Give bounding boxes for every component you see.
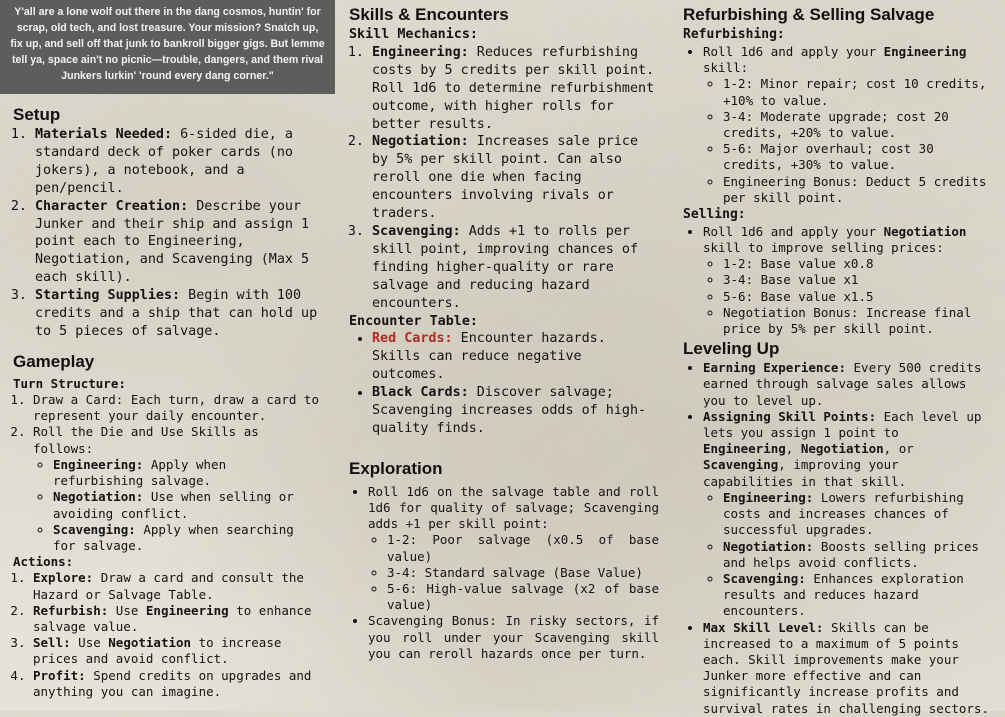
turn-list xyxy=(13,392,323,554)
list-item: ◦ Engineering Bonus: Deduct 5 credits per skill point. xyxy=(723,174,993,206)
list-item: 1. Explore: Draw a card and consult the Hazard or Salvage Table. xyxy=(33,570,323,602)
list-item: • Roll 1d6 and apply your Engineering skill: ◦ 1-2: Minor repair; cost 10 credits, +10% to value. ◦ 3-4: Moderate upgrade; cost 20 credits, +20% to value. ◦ 5-6: Major overhaul; cost 30 credits, +30% to value. ◦ Engineering Bonus: Deduct 5 credits per skill point. xyxy=(703,44,993,206)
actions-label: Actions: xyxy=(13,554,74,570)
setup-list xyxy=(13,126,323,341)
list-item: ◦ Engineering: Apply when refurbishing salvage. xyxy=(53,457,323,489)
list-item: • Roll 1d6 and apply your Negotiation skill to improve selling prices: ◦ 1-2: Base value x0.8 ◦ 3-4: Base value x1 ◦ 5-6: Base value x1.5 ◦ Negotiation Bonus: Increase final price by 5% per skill point. xyxy=(703,224,993,337)
list-item: ◦ Scavenging: Apply when searching for salvage. xyxy=(53,522,323,554)
refurb-heading: Refurbishing & Selling Salvage xyxy=(683,5,935,24)
list-item: 3. Sell: Use Negotiation to increase prices and avoid conflict. xyxy=(33,635,323,667)
refurb-sublist xyxy=(703,76,993,206)
list-item: ◦ Negotiation: Boosts selling prices and helps avoid conflicts. xyxy=(723,539,993,571)
intro-text: Y'all are a lone wolf out there in the dang cosmos, huntin' for scrap, old tech, and lost treasure. Your mission? Snatch up, fix up, and sell off that junk to bankroll bigger gigs. But lemme tell ya, space ain't no picnic—trouble, dangers, and them rival Junkers lurkin' 'round every dang corner." xyxy=(10,6,325,82)
list-item: ◦ 5-6: Base value x1.5 xyxy=(723,289,993,305)
list-item: 1. Materials Needed: 6-sided die, a standard deck of poker cards (no jokers), a notebook, and a pen/pencil. xyxy=(35,126,323,198)
exploration-list xyxy=(349,484,659,662)
skill-sublist xyxy=(33,457,323,554)
column-right xyxy=(683,4,993,717)
list-item: ◦ 3-4: Base value x1 xyxy=(723,272,993,288)
leveling-list xyxy=(683,360,993,716)
column-middle xyxy=(349,4,659,662)
selling-sublist xyxy=(703,256,993,337)
list-item: • Black Cards: Discover salvage; Scavenging increases odds of high-quality finds. xyxy=(372,384,659,438)
skill-mechanics-list xyxy=(349,44,659,313)
list-item: ◦ 1-2: Base value x0.8 xyxy=(723,256,993,272)
list-item: • Max Skill Level: Skills can be increased to a maximum of 5 points each. Skill improvements make your Junker more effective and can significantly increase profits and survival rates in challenging sectors. xyxy=(703,620,993,717)
list-item: 1. Draw a Card: Each turn, draw a card to represent your daily encounter. xyxy=(33,392,323,424)
list-item: ◦ Negotiation: Use when selling or avoiding conflict. xyxy=(53,489,323,521)
column-left xyxy=(13,104,323,700)
encounter-table-label: Encounter Table: xyxy=(349,313,478,329)
setup-heading: Setup xyxy=(13,105,61,124)
list-item: 2. Character Creation: Describe your Junker and their ship and assign 1 point each to Engineering, Negotiation, and Scavenging (Max 5 each skill). xyxy=(35,198,323,288)
list-item: ◦ 3-4: Standard salvage (Base Value) xyxy=(387,565,659,581)
list-item: ◦ 5-6: High-value salvage (x2 of base value) xyxy=(387,581,659,613)
list-item: 2. Negotiation: Increases sale price by 5% per skill point. Can also reroll one die when facing encounters involving rivals or traders. xyxy=(372,133,659,223)
turn-structure-label: Turn Structure: xyxy=(13,375,126,391)
list-item: 2. Roll the Die and Use Skills as follows: ◦ Engineering: Apply when refurbishing salvage. ◦ Negotiation: Use when selling or avoiding conflict. ◦ Scavenging: Apply when searching for salvage. xyxy=(33,424,323,554)
list-item: ◦ 1-2: Poor salvage (x0.5 of base value) xyxy=(387,532,659,564)
exploration-heading: Exploration xyxy=(349,458,443,478)
gameplay-heading: Gameplay xyxy=(13,351,95,371)
list-item: ◦ 1-2: Minor repair; cost 10 credits, +10% to value. xyxy=(723,76,993,108)
skills-heading: Skills & Encounters xyxy=(349,5,509,24)
refurbishing-list xyxy=(683,44,993,206)
actions-list xyxy=(13,570,323,700)
list-item: • Earning Experience: Every 500 credits earned through salvage sales allows you to level up. xyxy=(703,360,993,409)
list-item: 4. Profit: Spend credits on upgrades and anything you can imagine. xyxy=(33,668,323,700)
selling-list xyxy=(683,224,993,337)
list-item: ◦ Scavenging: Enhances exploration results and reduces hazard encounters. xyxy=(723,571,993,620)
list-item: 3. Scavenging: Adds +1 to rolls per skill point, improving chances of finding higher-quality or rare salvage and reducing hazard encounters. xyxy=(372,223,659,313)
leveling-heading: Leveling Up xyxy=(683,339,780,359)
list-item: ◦ Engineering: Lowers refurbishing costs and increases chances of successful upgrades. xyxy=(723,490,993,539)
list-item: 3. Starting Supplies: Begin with 100 credits and a ship that can hold up to 5 pieces of salvage. xyxy=(35,287,323,341)
intro-box xyxy=(0,0,335,94)
list-item: • Scavenging Bonus: In risky sectors, if you roll under your Scavenging skill you can reroll hazards once per turn. xyxy=(368,613,659,662)
list-item: • Red Cards: Encounter hazards. Skills can reduce negative outcomes. xyxy=(372,330,659,384)
leveling-sublist xyxy=(703,490,993,620)
skill-mechanics-label: Skill Mechanics: xyxy=(349,27,478,42)
list-item: 1. Engineering: Reduces refurbishing costs by 5 credits per skill point. Roll 1d6 to determine refurbishment outcome, with higher rolls for better results. xyxy=(372,44,659,134)
list-item: ◦ 3-4: Moderate upgrade; cost 20 credits, +20% to value. xyxy=(723,109,993,141)
refurbishing-label: Refurbishing: xyxy=(683,27,785,42)
list-item: • Assigning Skill Points: Each level up lets you assign 1 point to Engineering, Negotiation, or Scavenging, improving your capabilities in that skill. ◦ Engineering: Lowers refurbishing costs and increases chances of successful upgrades. ◦ Negotiation: Boosts selling prices and helps avoid conflicts. ◦ Scavenging: Enhances exploration results and reduces hazard encounters. xyxy=(703,409,993,620)
roll-sublist xyxy=(368,532,659,613)
list-item: ◦ 5-6: Major overhaul; cost 30 credits, +30% to value. xyxy=(723,141,993,173)
encounter-list xyxy=(349,330,659,437)
selling-label: Selling: xyxy=(683,206,746,222)
list-item: • Roll 1d6 on the salvage table and roll 1d6 for quality of salvage; Scavenging adds +1 per skill point: ◦ 1-2: Poor salvage (x0.5 of base value) ◦ 3-4: Standard salvage (Base Value) ◦ 5-6: High-value salvage (x2 of base value) xyxy=(368,484,659,614)
red-cards-label: Red Cards: xyxy=(372,331,453,347)
list-item: ◦ Negotiation Bonus: Increase final price by 5% per skill point. xyxy=(723,305,993,337)
list-item: 2. Refurbish: Use Engineering to enhance salvage value. xyxy=(33,603,323,635)
